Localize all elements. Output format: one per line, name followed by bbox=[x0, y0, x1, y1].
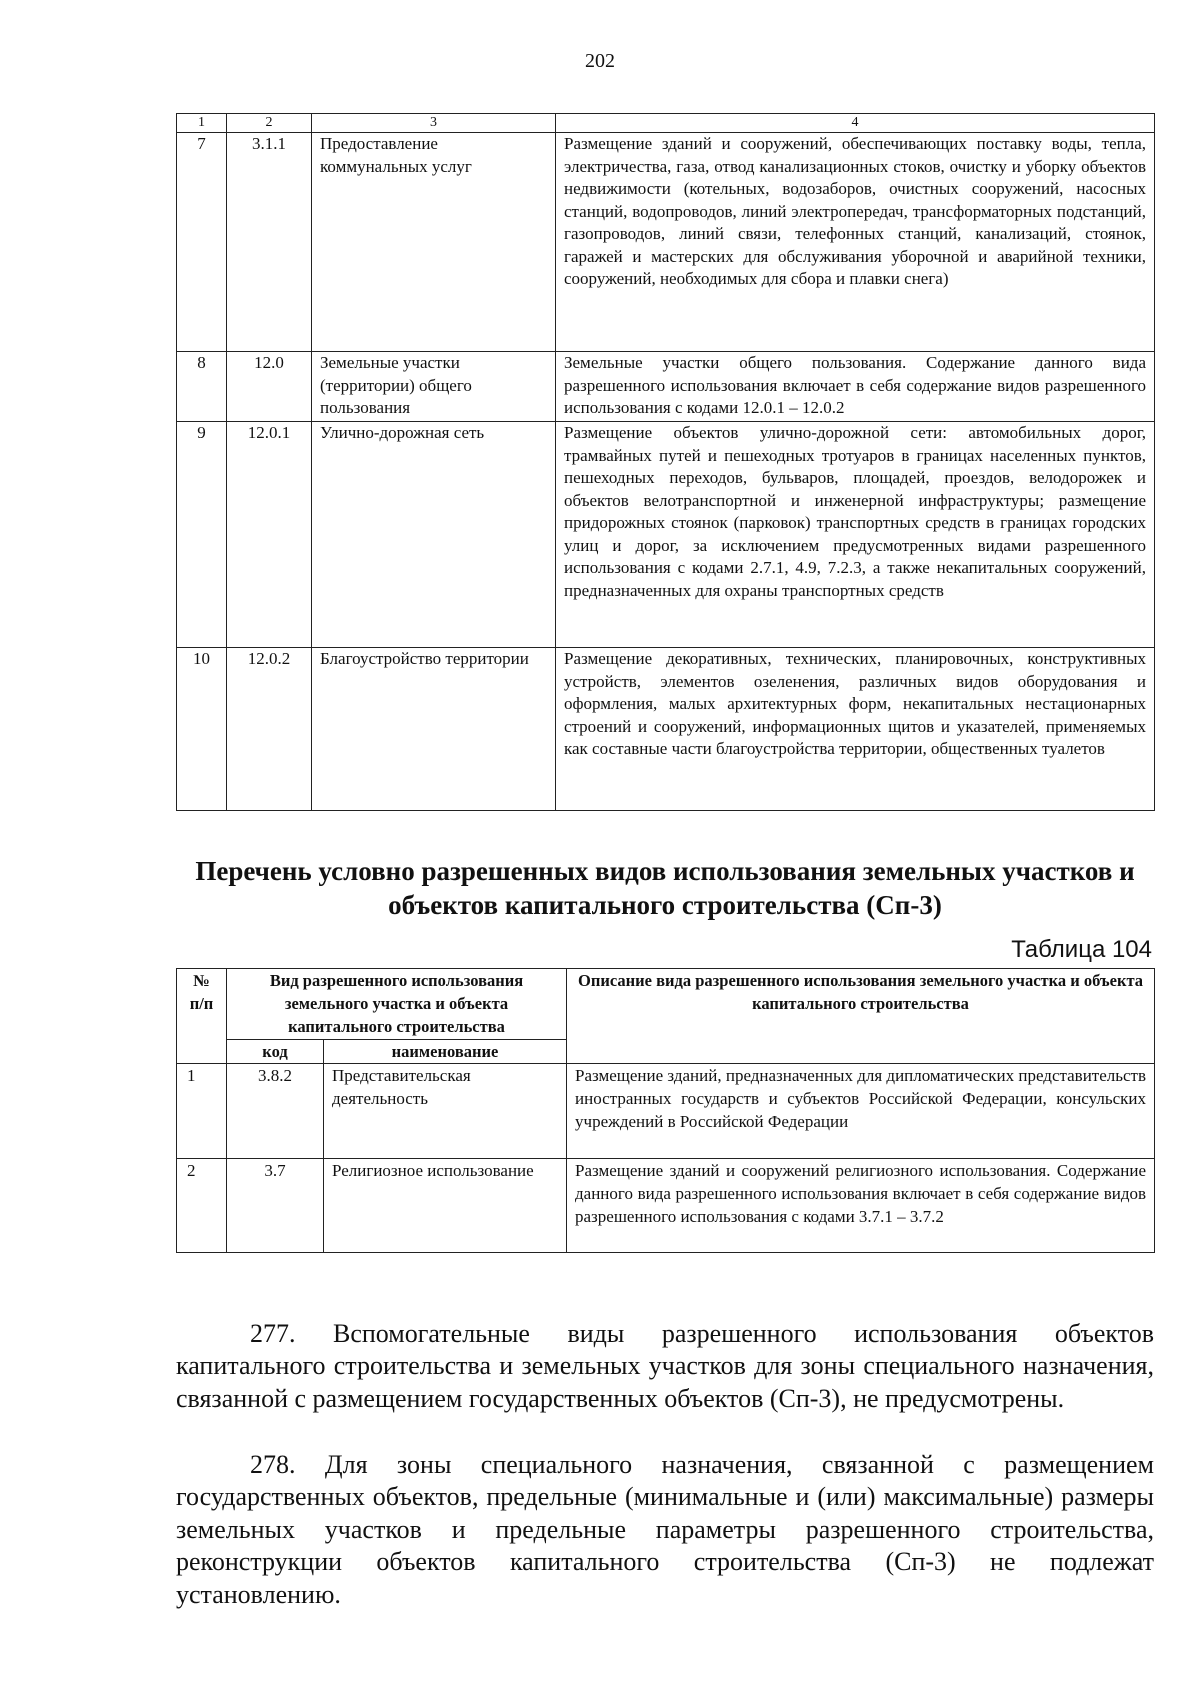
conditional-uses-table bbox=[176, 968, 1155, 1253]
header-code: код bbox=[227, 1039, 324, 1063]
use-code: 3.8.2 bbox=[227, 1064, 324, 1159]
use-description: Размещение зданий и сооружений, обеспечивающих поставку воды, тепла, электричества, газа, отвод канализационных стоков, очистку и уборку объектов недвижимости (котельных, водозаборов, очистных сооружений, насосных станций, водопроводов, линий электропередач, трансформаторных подстанций, газопроводов, линий связи, телефонных станций, канализаций, стоянок, гаражей и мастерских для обслуживания уборочной и аварийной техники, сооружений, необходимых для сбора и плавки снега) bbox=[556, 133, 1155, 352]
use-name: Улично-дорожная сеть bbox=[312, 422, 556, 648]
header-use-kind: Вид разрешенного использования земельного участка и объекта капитального строительства bbox=[227, 969, 567, 1040]
row-number: 7 bbox=[177, 133, 227, 352]
column-number-row bbox=[177, 114, 1155, 133]
header-name: наименование bbox=[324, 1039, 567, 1063]
use-code: 12.0.2 bbox=[227, 648, 312, 811]
header-description: Описание вида разрешенного использования земельного участка и объекта капитального строительства bbox=[567, 969, 1155, 1064]
table-row bbox=[177, 1159, 1155, 1253]
column-number: 1 bbox=[177, 114, 227, 133]
table-row bbox=[177, 133, 1155, 352]
header-row-number: № п/п bbox=[177, 969, 227, 1064]
use-name: Представительская деятельность bbox=[324, 1064, 567, 1159]
use-description: Размещение зданий, предназначенных для дипломатических представительств иностранных государств и субъектов Российской Федерации, консульских учреждений в Российской Федерации bbox=[567, 1064, 1155, 1159]
use-description: Размещение декоративных, технических, планировочных, конструктивных устройств, элементов озеленения, различных видов оборудования и оформления, малых архитектурных форм, некапитальных нестационарных строений и сооружений, информационных щитов и указателей, применяемых как составные части благоустройства территории, общественных туалетов bbox=[556, 648, 1155, 811]
column-number: 2 bbox=[227, 114, 312, 133]
use-name: Предоставление коммунальных услуг bbox=[312, 133, 556, 352]
row-number: 9 bbox=[177, 422, 227, 648]
use-description: Размещение зданий и сооружений религиозного использования. Содержание данного вида разрешенного использования включает в себя содержание видов разрешенного использования с кодами 3.7.1 – 3.7.2 bbox=[567, 1159, 1155, 1253]
row-number: 2 bbox=[177, 1159, 227, 1253]
table-header-row bbox=[177, 969, 1155, 1040]
use-code: 12.0.1 bbox=[227, 422, 312, 648]
permitted-uses-table-continuation bbox=[176, 113, 1155, 811]
table-row bbox=[177, 422, 1155, 648]
row-number: 10 bbox=[177, 648, 227, 811]
use-name: Земельные участки (территории) общего пользования bbox=[312, 352, 556, 422]
section-title: Перечень условно разрешенных видов использования земельных участков и объектов капитального строительства (Сп-3) bbox=[195, 856, 1135, 920]
table-row bbox=[177, 648, 1155, 811]
table-row bbox=[177, 352, 1155, 422]
use-name: Религиозное использование bbox=[324, 1159, 567, 1253]
use-code: 3.1.1 bbox=[227, 133, 312, 352]
column-number: 4 bbox=[556, 114, 1155, 133]
use-code: 3.7 bbox=[227, 1159, 324, 1253]
use-name: Благоустройство территории bbox=[312, 648, 556, 811]
use-description: Земельные участки общего пользования. Содержание данного вида разрешенного использования включает в себя содержание видов разрешенного использования с кодами 12.0.1 – 12.0.2 bbox=[556, 352, 1155, 422]
table-row bbox=[177, 1064, 1155, 1159]
use-code: 12.0 bbox=[227, 352, 312, 422]
row-number: 1 bbox=[177, 1064, 227, 1159]
column-number: 3 bbox=[312, 114, 556, 133]
use-description: Размещение объектов улично-дорожной сети: автомобильных дорог, трамвайных путей и пешеходных тротуаров в границах населенных пунктов, пешеходных переходов, бульваров, площадей, проездов, велодорожек и объектов велотранспортной и инженерной инфраструктуры; размещение придорожных стоянок (парковок) транспортных средств в границах городских улиц и дорог, за исключением предусмотренных видами разрешенного использования с кодами 2.7.1, 4.9, 7.2.3, а также некапитальных сооружений, предназначенных для охраны транспортных средств bbox=[556, 422, 1155, 648]
paragraph-278: 278. Для зоны специального назначения, связанной с размещением государственных объектов, предельные (минимальные и (или) максимальные) размеры земельных участков и предельные параметры разрешенного строительства, реконструкции объектов капитального строительства (Сп-3) не подлежат установлению. bbox=[176, 1450, 1154, 1609]
paragraph-277: 277. Вспомогательные виды разрешенного использования объектов капитального строительства и земельных участков для зоны специального назначения, связанной с размещением государственных объектов (Сп-3), не предусмотрены. bbox=[176, 1319, 1154, 1413]
table-caption: Таблица 104 bbox=[1011, 936, 1152, 963]
page-number: 202 bbox=[585, 50, 615, 72]
row-number: 8 bbox=[177, 352, 227, 422]
